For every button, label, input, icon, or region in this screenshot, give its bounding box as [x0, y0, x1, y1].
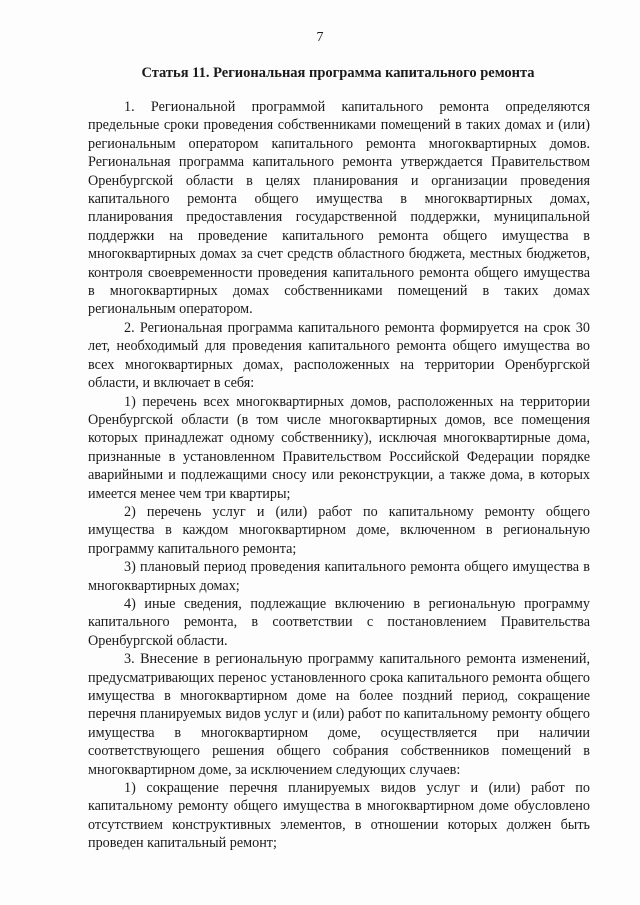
- paragraph-2-item-1: 1) перечень всех многоквартирных домов, расположенных на территории Оренбургской области (в том числе многоквартирных домов, все помещения которых принадлежат одному собственнику), исключая многоквартирные дома, признанные в установленном Правительством Российской Федерации порядке аварийными и подлежащими сносу или реконструкции, а также дома, в которых имеется менее чем три квартиры;: [88, 393, 590, 502]
- paragraph-2-item-2: 2) перечень услуг и (или) работ по капитальному ремонту общего имущества в каждом многоквартирном доме, включенном в региональную программу капитального ремонта;: [88, 503, 590, 557]
- page-number: 7: [316, 30, 324, 45]
- paragraph-1: 1. Региональной программой капитального ремонта определяются предельные сроки проведения собственниками помещений в таких домах и (или) региональным оператором капитального ремонта многоквартирных домов. Региональная программа капитального ремонта утверждается Правительством Оренбургской области в целях планирования и организации проведения капитального ремонта общего имущества в многоквартирных домах, планирования предоставления государственной поддержки, муниципальной поддержки на проведение капитального ремонта общего имущества в многоквартирных домах за счет средств областного бюджета, местных бюджетов, контроля своевременности проведения капитального ремонта общего имущества в многоквартирных домах собственниками помещений в таких домах региональным оператором.: [88, 99, 590, 318]
- article-title: Статья 11. Региональная программа капитального ремонта: [141, 65, 535, 81]
- article-body: [88, 98, 590, 853]
- paragraph-2: 2. Региональная программа капитального ремонта формируется на срок 30 лет, необходимый для проведения капитального ремонта общего имущества во всех многоквартирных домах, расположенных на территории Оренбургской области, и включает в себя:: [88, 319, 590, 392]
- paragraph-2-item-3: 3) плановый период проведения капитального ремонта общего имущества в многоквартирных домах;: [88, 559, 590, 594]
- paragraph-2-item-4: 4) иные сведения, подлежащие включению в региональную программу капитального ремонта, в соответствии с постановлением Правительства Оренбургской области.: [88, 595, 590, 649]
- paragraph-3-item-1: 1) сокращение перечня планируемых видов услуг и (или) работ по капитальному ремонту общего имущества в многоквартирном доме обусловлено отсутствием конструктивных элементов, в отношении которых должен быть проведен капитальный ремонт;: [88, 780, 590, 852]
- paragraph-3: 3. Внесение в региональную программу капитального ремонта изменений, предусматривающих перенос установленного срока капитального ремонта общего имущества в многоквартирном доме на более поздний период, сокращение перечня планируемых видов услуг и (или) работ по капитальному ремонту общего имущества в многоквартирном доме, осуществляется при наличии соответствующего решения общего собрания собственников помещений в многоквартирном доме, за исключением следующих случаев:: [88, 651, 590, 778]
